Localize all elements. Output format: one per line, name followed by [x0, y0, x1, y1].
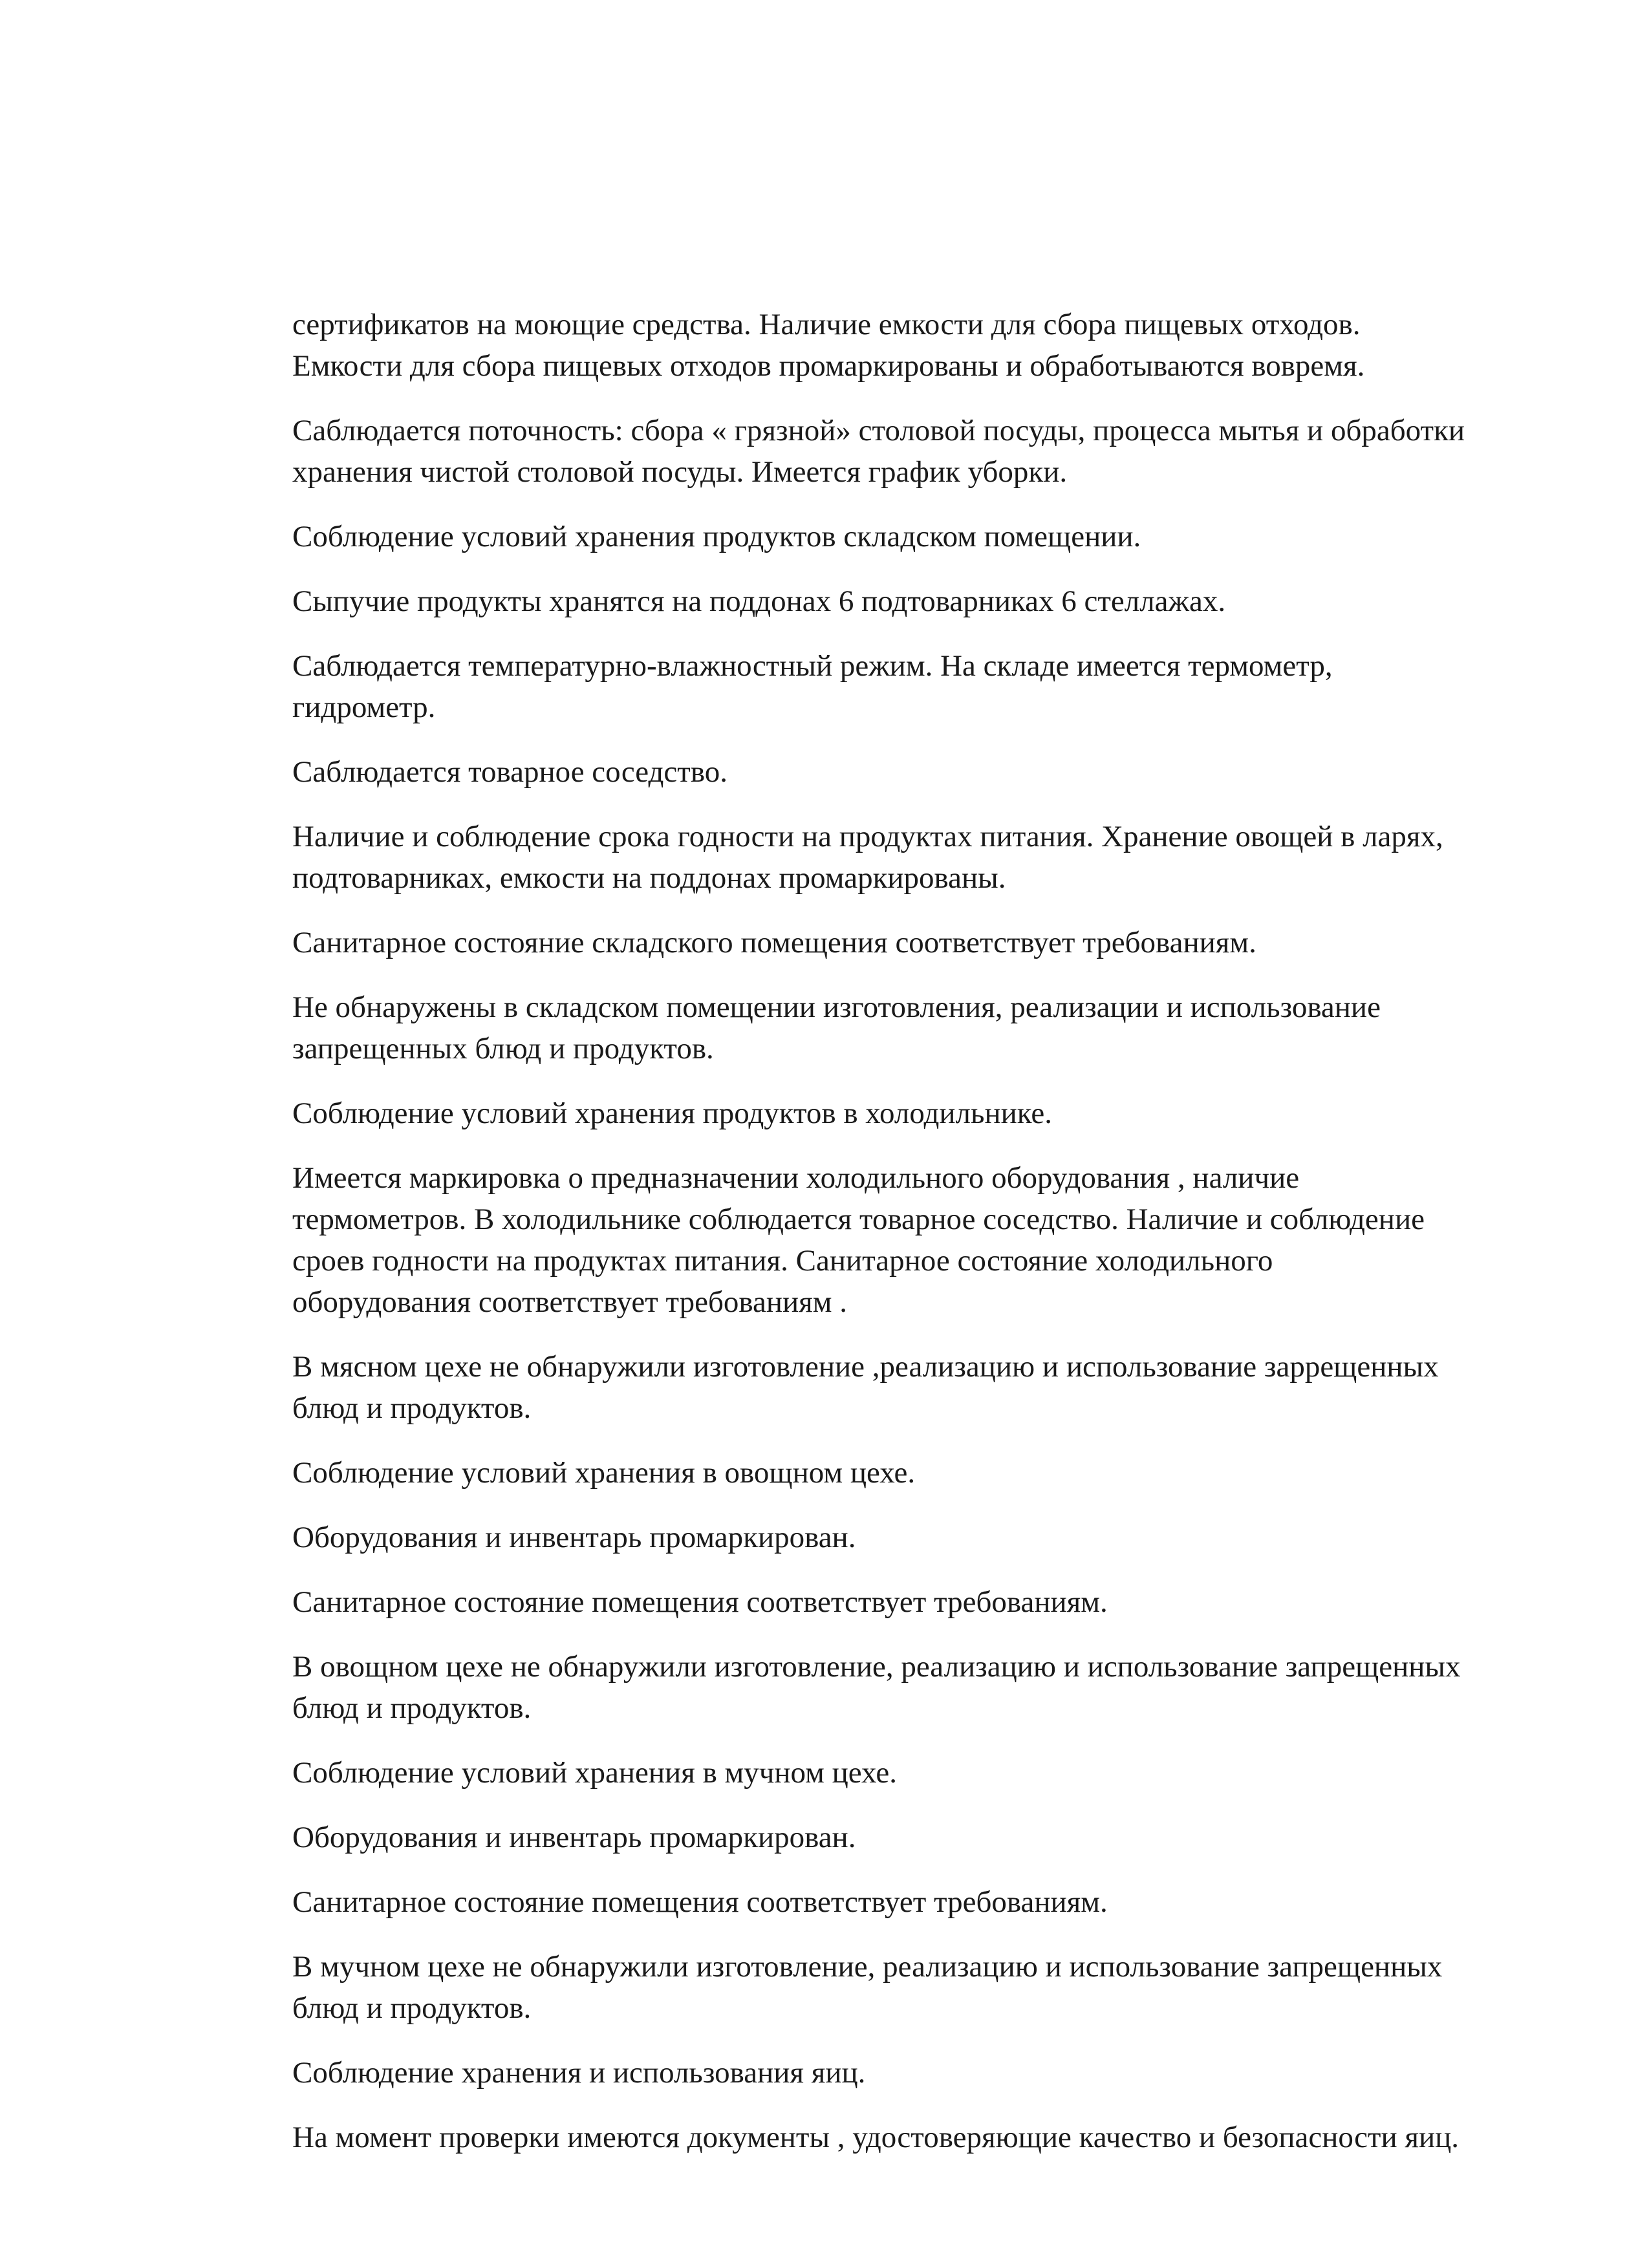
paragraph-flour-prohibited: В мучном цехе не обнаружили изготовление, реализацию и использование запрещенных блюд и продуктов. — [292, 1950, 1443, 2025]
paragraph-flour-storage: Соблюдение условий хранения в мучном цехе. — [292, 1756, 897, 1790]
paragraph-shelf-life: Наличие и соблюдение срока годности на продуктах питания. Хранение овощей в ларях, подтоварниках, емкости на поддонах промаркированы. — [292, 820, 1443, 895]
paragraph-vegetable-storage: Соблюдение условий хранения в овощном цехе. — [292, 1456, 916, 1490]
paragraph-eggs-documents: На момент проверки имеются документы , удостоверяющие качество и безопасности яиц. — [292, 2121, 1460, 2154]
paragraph-warehouse-storage: Соблюдение условий хранения продуктов складском помещении. — [292, 520, 1141, 553]
paragraph-detergent-certificates: сертификатов на моющие средства. Наличие емкости для сбора пищевых отходов. Емкости для сбора пищевых отходов промаркированы и обработываются вовремя. — [292, 308, 1365, 383]
paragraph-temperature-humidity: Саблюдается температурно-влажностный режим. На складе имеется термометр, гидрометр. — [292, 649, 1333, 724]
paragraph-vegetable-sanitary: Санитарное состояние помещения соответствует требованиям. — [292, 1585, 1108, 1619]
paragraph-fridge-marking: Имеется маркировка о предназначении холодильного оборудования , наличие термометров. В холодильнике соблюдается товарное соседство. Наличие и соблюдение сроев годности на продуктах питания. Санитарное состояние холодильного оборудования соответствует требованиям . — [292, 1161, 1425, 1319]
paragraph-warehouse-prohibited: Не обнаружены в складском помещении изготовления, реализации и использование запрещенных блюд и продуктов. — [292, 990, 1381, 1065]
paragraph-flour-sanitary: Санитарное состояние помещения соответствует требованиям. — [292, 1885, 1108, 1919]
document-body — [292, 304, 1586, 2181]
paragraph-fridge-storage: Соблюдение условий хранения продуктов в холодильнике. — [292, 1097, 1053, 1130]
paragraph-warehouse-sanitary: Санитарное состояние складского помещения соответствует требованиям. — [292, 926, 1256, 959]
paragraph-meat-shop: В мясном цехе не обнаружили изготовление ,реализацию и использование заррещенных блюд и продуктов. — [292, 1350, 1439, 1425]
paragraph-vegetable-equipment: Оборудования и инвентарь промаркирован. — [292, 1521, 856, 1554]
paragraph-dish-flow: Саблюдается поточность: сбора « грязной» столовой посуды, процесса мытья и обработки хранения чистой столовой посуды. Имеется график уборки. — [292, 414, 1465, 489]
paragraph-bulk-products: Сыпучие продукты хранятся на поддонах 6 подтоварниках 6 стеллажах. — [292, 584, 1226, 618]
paragraph-flour-equipment: Оборудования и инвентарь промаркирован. — [292, 1821, 856, 1854]
paragraph-vegetable-prohibited: В овощном цехе не обнаружили изготовление, реализацию и использование запрещенных блюд и продуктов. — [292, 1650, 1461, 1725]
paragraph-eggs-storage: Соблюдение хранения и использования яиц. — [292, 2056, 866, 2090]
paragraph-commodity-proximity: Саблюдается товарное соседство. — [292, 755, 727, 789]
